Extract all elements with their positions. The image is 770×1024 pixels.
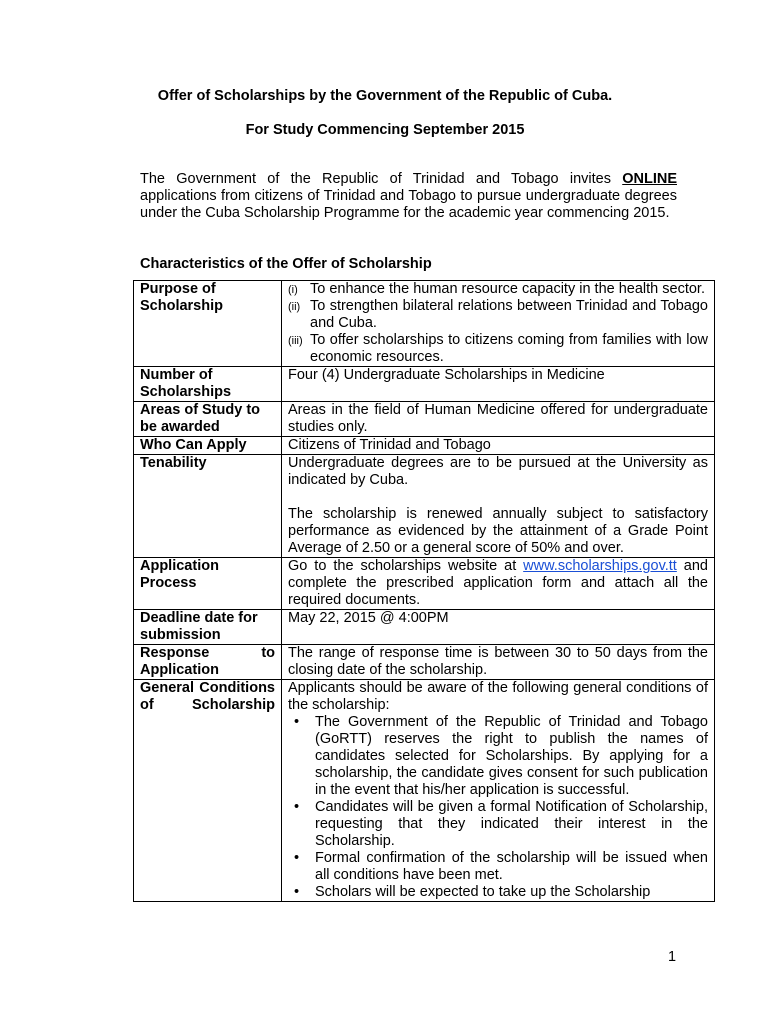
row-label-deadline: Deadline date for submission xyxy=(134,610,282,645)
bullet-icon: • xyxy=(294,884,300,900)
bullet-icon: • xyxy=(294,850,300,866)
page-number: 1 xyxy=(668,949,677,965)
table-row xyxy=(134,680,715,902)
table-row xyxy=(134,402,715,437)
list-item xyxy=(288,850,708,884)
scholarship-table xyxy=(133,280,715,902)
row-value-general xyxy=(282,680,715,902)
table-row xyxy=(134,367,715,402)
table-row xyxy=(134,558,715,610)
table-row xyxy=(134,610,715,645)
list-item-text: To offer scholarships to citizens coming from families with low economic resources. xyxy=(310,332,708,365)
list-item xyxy=(288,298,708,332)
list-item-text: Formal confirmation of the scholarship will be issued when all conditions have been met. xyxy=(315,850,708,883)
row-label-purpose: Purpose of Scholarship xyxy=(134,281,282,367)
list-item xyxy=(288,799,708,850)
row-label-general: General Conditions of Scholarship xyxy=(134,680,282,902)
application-text-before: Go to the scholarships website at xyxy=(288,558,524,574)
list-item-text: Scholars will be expected to take up the Scholarship xyxy=(315,884,651,900)
paragraph-spacer xyxy=(288,489,708,506)
row-label-response: Response to Application xyxy=(134,645,282,680)
list-item-text: To strengthen bilateral relations between Trinidad and Tobago and Cuba. xyxy=(310,298,708,331)
list-item-text: The Government of the Republic of Trinidad and Tobago (GoRTT) reserves the right to publish the names of candidates selected for Scholarships. By applying for a scholarship, the candidate gives consent for such publication in the event that his/her application is successful. xyxy=(315,714,708,798)
intro-paragraph xyxy=(140,171,677,222)
table-row xyxy=(134,645,715,680)
application-text-after: and complete the prescribed application form and attach all the required documents. xyxy=(288,558,708,608)
row-value-tenability xyxy=(282,455,715,558)
row-label-who: Who Can Apply xyxy=(134,437,282,455)
scholarships-website-link[interactable]: www.scholarships.gov.tt xyxy=(523,558,677,574)
tenability-paragraph-1: Undergraduate degrees are to be pursued at the University as indicated by Cuba. xyxy=(288,455,708,488)
row-value-purpose xyxy=(282,281,715,367)
intro-emphasis: ONLINE xyxy=(622,171,677,187)
bullet-icon: • xyxy=(294,799,300,815)
list-item-number: (i) xyxy=(288,284,298,296)
intro-text-before: The Government of the Republic of Trinidad and Tobago invites xyxy=(140,171,623,187)
bullet-icon: • xyxy=(294,714,300,730)
row-label-number: Number of Scholarships xyxy=(134,367,282,402)
row-value-areas: Areas in the field of Human Medicine offered for undergraduate studies only. xyxy=(282,402,715,437)
row-value-deadline: May 22, 2015 @ 4:00PM xyxy=(282,610,715,645)
list-item xyxy=(288,884,708,901)
list-item-text: To enhance the human resource capacity in the health sector. xyxy=(310,281,705,297)
section-heading: Characteristics of the Offer of Scholarship xyxy=(140,256,432,272)
document-subtitle: For Study Commencing September 2015 xyxy=(245,122,525,138)
row-value-number: Four (4) Undergraduate Scholarships in Medicine xyxy=(282,367,715,402)
list-item-number: (iii) xyxy=(288,335,303,347)
row-label-application: Application Process xyxy=(134,558,282,610)
row-value-application xyxy=(282,558,715,610)
table-row xyxy=(134,455,715,558)
row-label-tenability: Tenability xyxy=(134,455,282,558)
row-label-areas: Areas of Study to be awarded xyxy=(134,402,282,437)
row-value-who: Citizens of Trinidad and Tobago xyxy=(282,437,715,455)
row-value-response: The range of response time is between 30 to 50 days from the closing date of the scholarship. xyxy=(282,645,715,680)
list-item-text: Candidates will be given a formal Notification of Scholarship, requesting that they indicated their interest in the Scholarship. xyxy=(315,799,708,849)
table-row xyxy=(134,281,715,367)
list-item xyxy=(288,714,708,799)
tenability-paragraph-2: The scholarship is renewed annually subject to satisfactory performance as evidenced by the attainment of a Grade Point Average of 2.50 or a general score of 50% and over. xyxy=(288,506,708,556)
intro-text-after: applications from citizens of Trinidad and Tobago to pursue undergraduate degrees under the Cuba Scholarship Programme for the academic year commencing 2015. xyxy=(140,188,677,221)
list-item xyxy=(288,281,708,298)
list-item xyxy=(288,332,708,366)
general-intro: Applicants should be aware of the following general conditions of the scholarship: xyxy=(288,680,708,713)
document-title: Offer of Scholarships by the Government of the Republic of Cuba. xyxy=(157,88,613,104)
list-item-number: (ii) xyxy=(288,301,301,313)
table-row xyxy=(134,437,715,455)
